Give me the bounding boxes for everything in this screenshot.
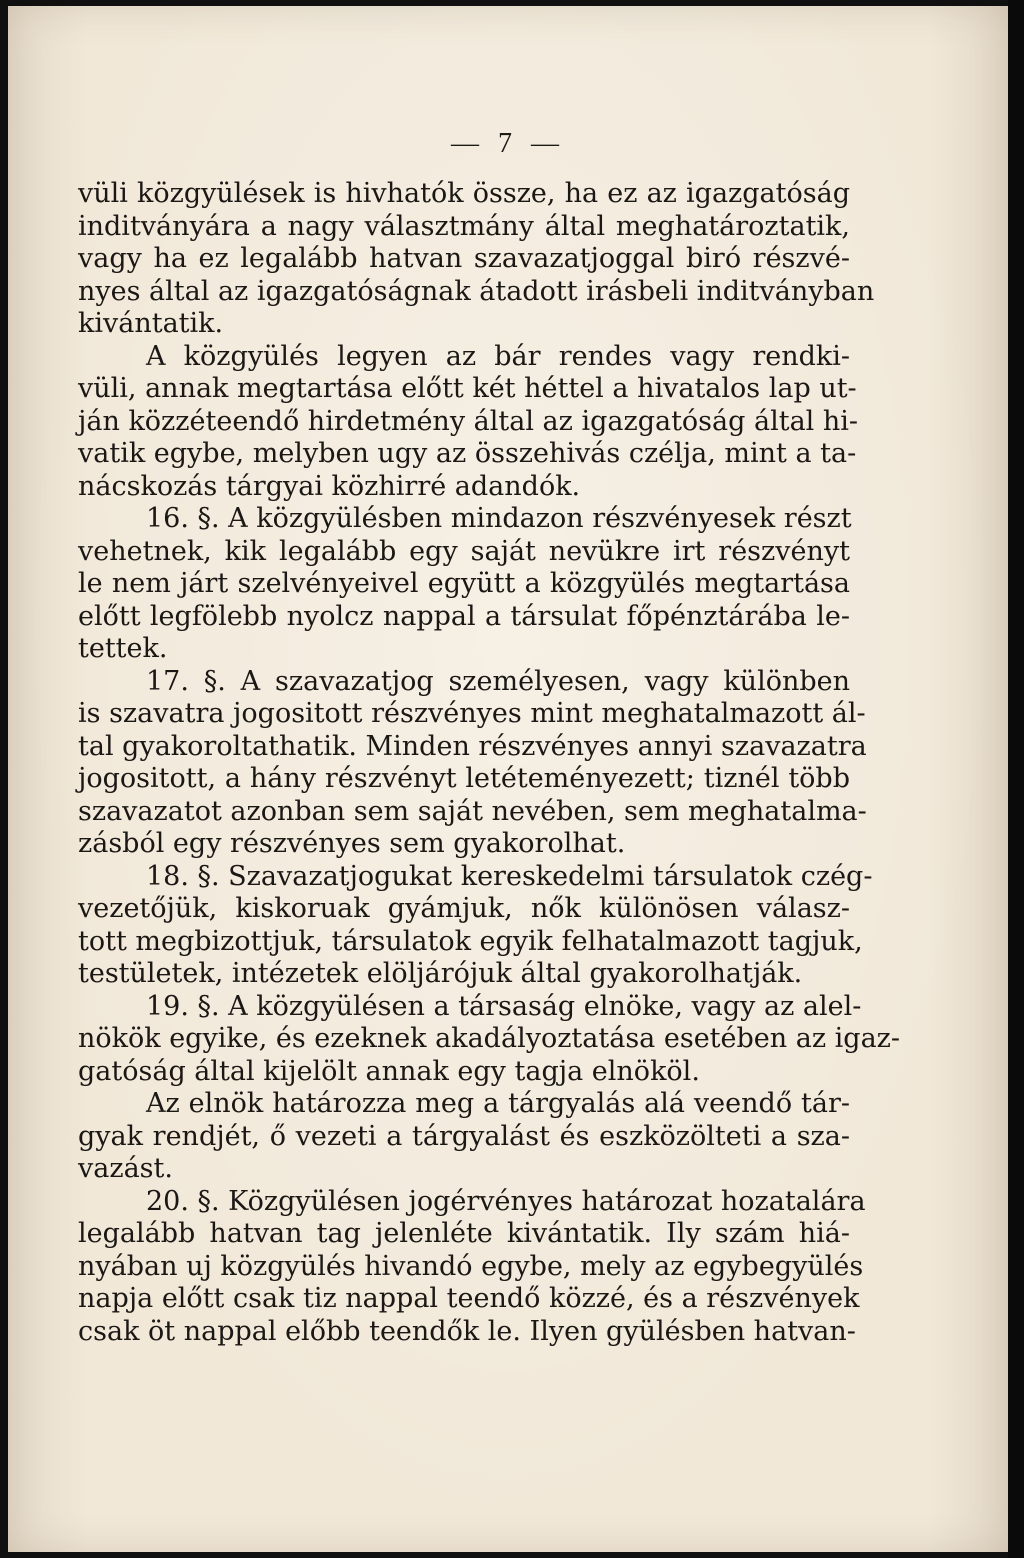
book-page: [8, 6, 1008, 1552]
text-line: vagy ha ez legalább hatvan szavazatjoggal biró részvé-: [78, 243, 850, 274]
text-line: napja előtt csak tiz nappal teendő közzé, és a részvények: [78, 1283, 860, 1314]
text-line: gatóság által kijelölt annak egy tagja elnököl.: [78, 1055, 700, 1087]
text-line: 20. §. Közgyülésen jogérvényes határozat hozatalára: [146, 1185, 866, 1217]
text-line: vatik egybe, melyben ugy az összehivás czélja, mint a ta-: [78, 438, 857, 469]
text-line: 17. §. A szavazatjog személyesen, vagy különben: [146, 665, 850, 697]
text-line: legalább hatvan tag jelenléte kivántatik. Ily szám hiá-: [78, 1218, 850, 1249]
paragraph: [78, 1088, 850, 1186]
text-line: nyában uj közgyülés hivandó egybe, mely az egybegyülés: [78, 1250, 864, 1282]
text-line: vehetnek, kik legalább egy saját nevükre irt részvényt: [78, 535, 850, 567]
text-line: vazást.: [78, 1153, 173, 1184]
text-line: vüli, annak megtartása előtt két héttel a hivatalos lap ut-: [78, 373, 857, 404]
text-line: előtt legfölebb nyolcz nappal a társulat főpénztárába le-: [78, 600, 850, 632]
paragraph: [78, 990, 901, 1089]
text-line: tettek.: [78, 633, 168, 664]
text-line: tott megbizottjuk, társulatok egyik felhatalmazott tagjuk,: [78, 925, 863, 957]
paragraph: [78, 1185, 866, 1349]
text-line: nökök egyike, és ezeknek akadályoztatása esetében az igaz-: [78, 1023, 901, 1054]
text-line: 19. §. A közgyülésen a társaság elnöke, vagy az alel-: [146, 990, 862, 1022]
paragraph: [78, 178, 875, 341]
text-line: csak öt nappal előbb teendők le. Ilyen gyülésben hatvan-: [78, 1315, 856, 1347]
page-number: — 7 —: [451, 128, 565, 159]
paragraph: [78, 503, 850, 666]
paragraph: [78, 665, 867, 861]
text-line: jogositott, a hány részvényt letéteményezett; tiznél több: [78, 763, 850, 794]
paragraph: [78, 340, 859, 504]
text-line: ján közzéteendő hirdetmény által az igazgatóság által hi-: [78, 405, 859, 437]
text-line: gyak rendjét, ő vezeti a tárgyalást és eszközölteti a sza-: [78, 1120, 850, 1152]
text-line: A közgyülés legyen az bár rendes vagy rendki-: [146, 340, 850, 372]
text-line: le nem járt szelvényeivel együtt a közgyülés megtartása: [78, 568, 850, 599]
text-line: 18. §. Szavazatjogukat kereskedelmi társulatok czég-: [146, 860, 873, 892]
text-line: nácskozás tárgyai közhirré adandók.: [78, 470, 581, 502]
text-line: testületek, intézetek elöljárójuk által gyakorolhatják.: [78, 958, 803, 989]
body-text: [78, 178, 901, 1348]
text-line: is szavatra jogositott részvényes mint meghatalmazott ál-: [78, 698, 866, 729]
scan-edge: [1008, 0, 1024, 1558]
text-line: szavazatot azonban sem saját nevében, sem meghatalma-: [78, 795, 867, 827]
text-line: vüli közgyülések is hivhatók össze, ha ez az igazgatóság: [78, 178, 850, 209]
text-line: tal gyakoroltathatik. Minden részvényes annyi szavazatra: [78, 730, 867, 762]
text-line: zásból egy részvényes sem gyakorolhat.: [78, 828, 626, 859]
text-line: inditványára a nagy választmány által meghatároztatik,: [78, 210, 850, 242]
text-line: nyes által az igazgatóságnak átadott irásbeli inditványban: [78, 275, 875, 307]
text-line: vezetőjük, kiskoruak gyámjuk, nők különösen válasz-: [78, 893, 850, 924]
text-line: Az elnök határozza meg a tárgyalás alá veendő tár-: [146, 1088, 850, 1119]
paragraph: [78, 860, 873, 991]
text-line: kivántatik.: [78, 308, 224, 339]
text-line: 16. §. A közgyülésben mindazon részvényesek részt: [146, 503, 852, 534]
